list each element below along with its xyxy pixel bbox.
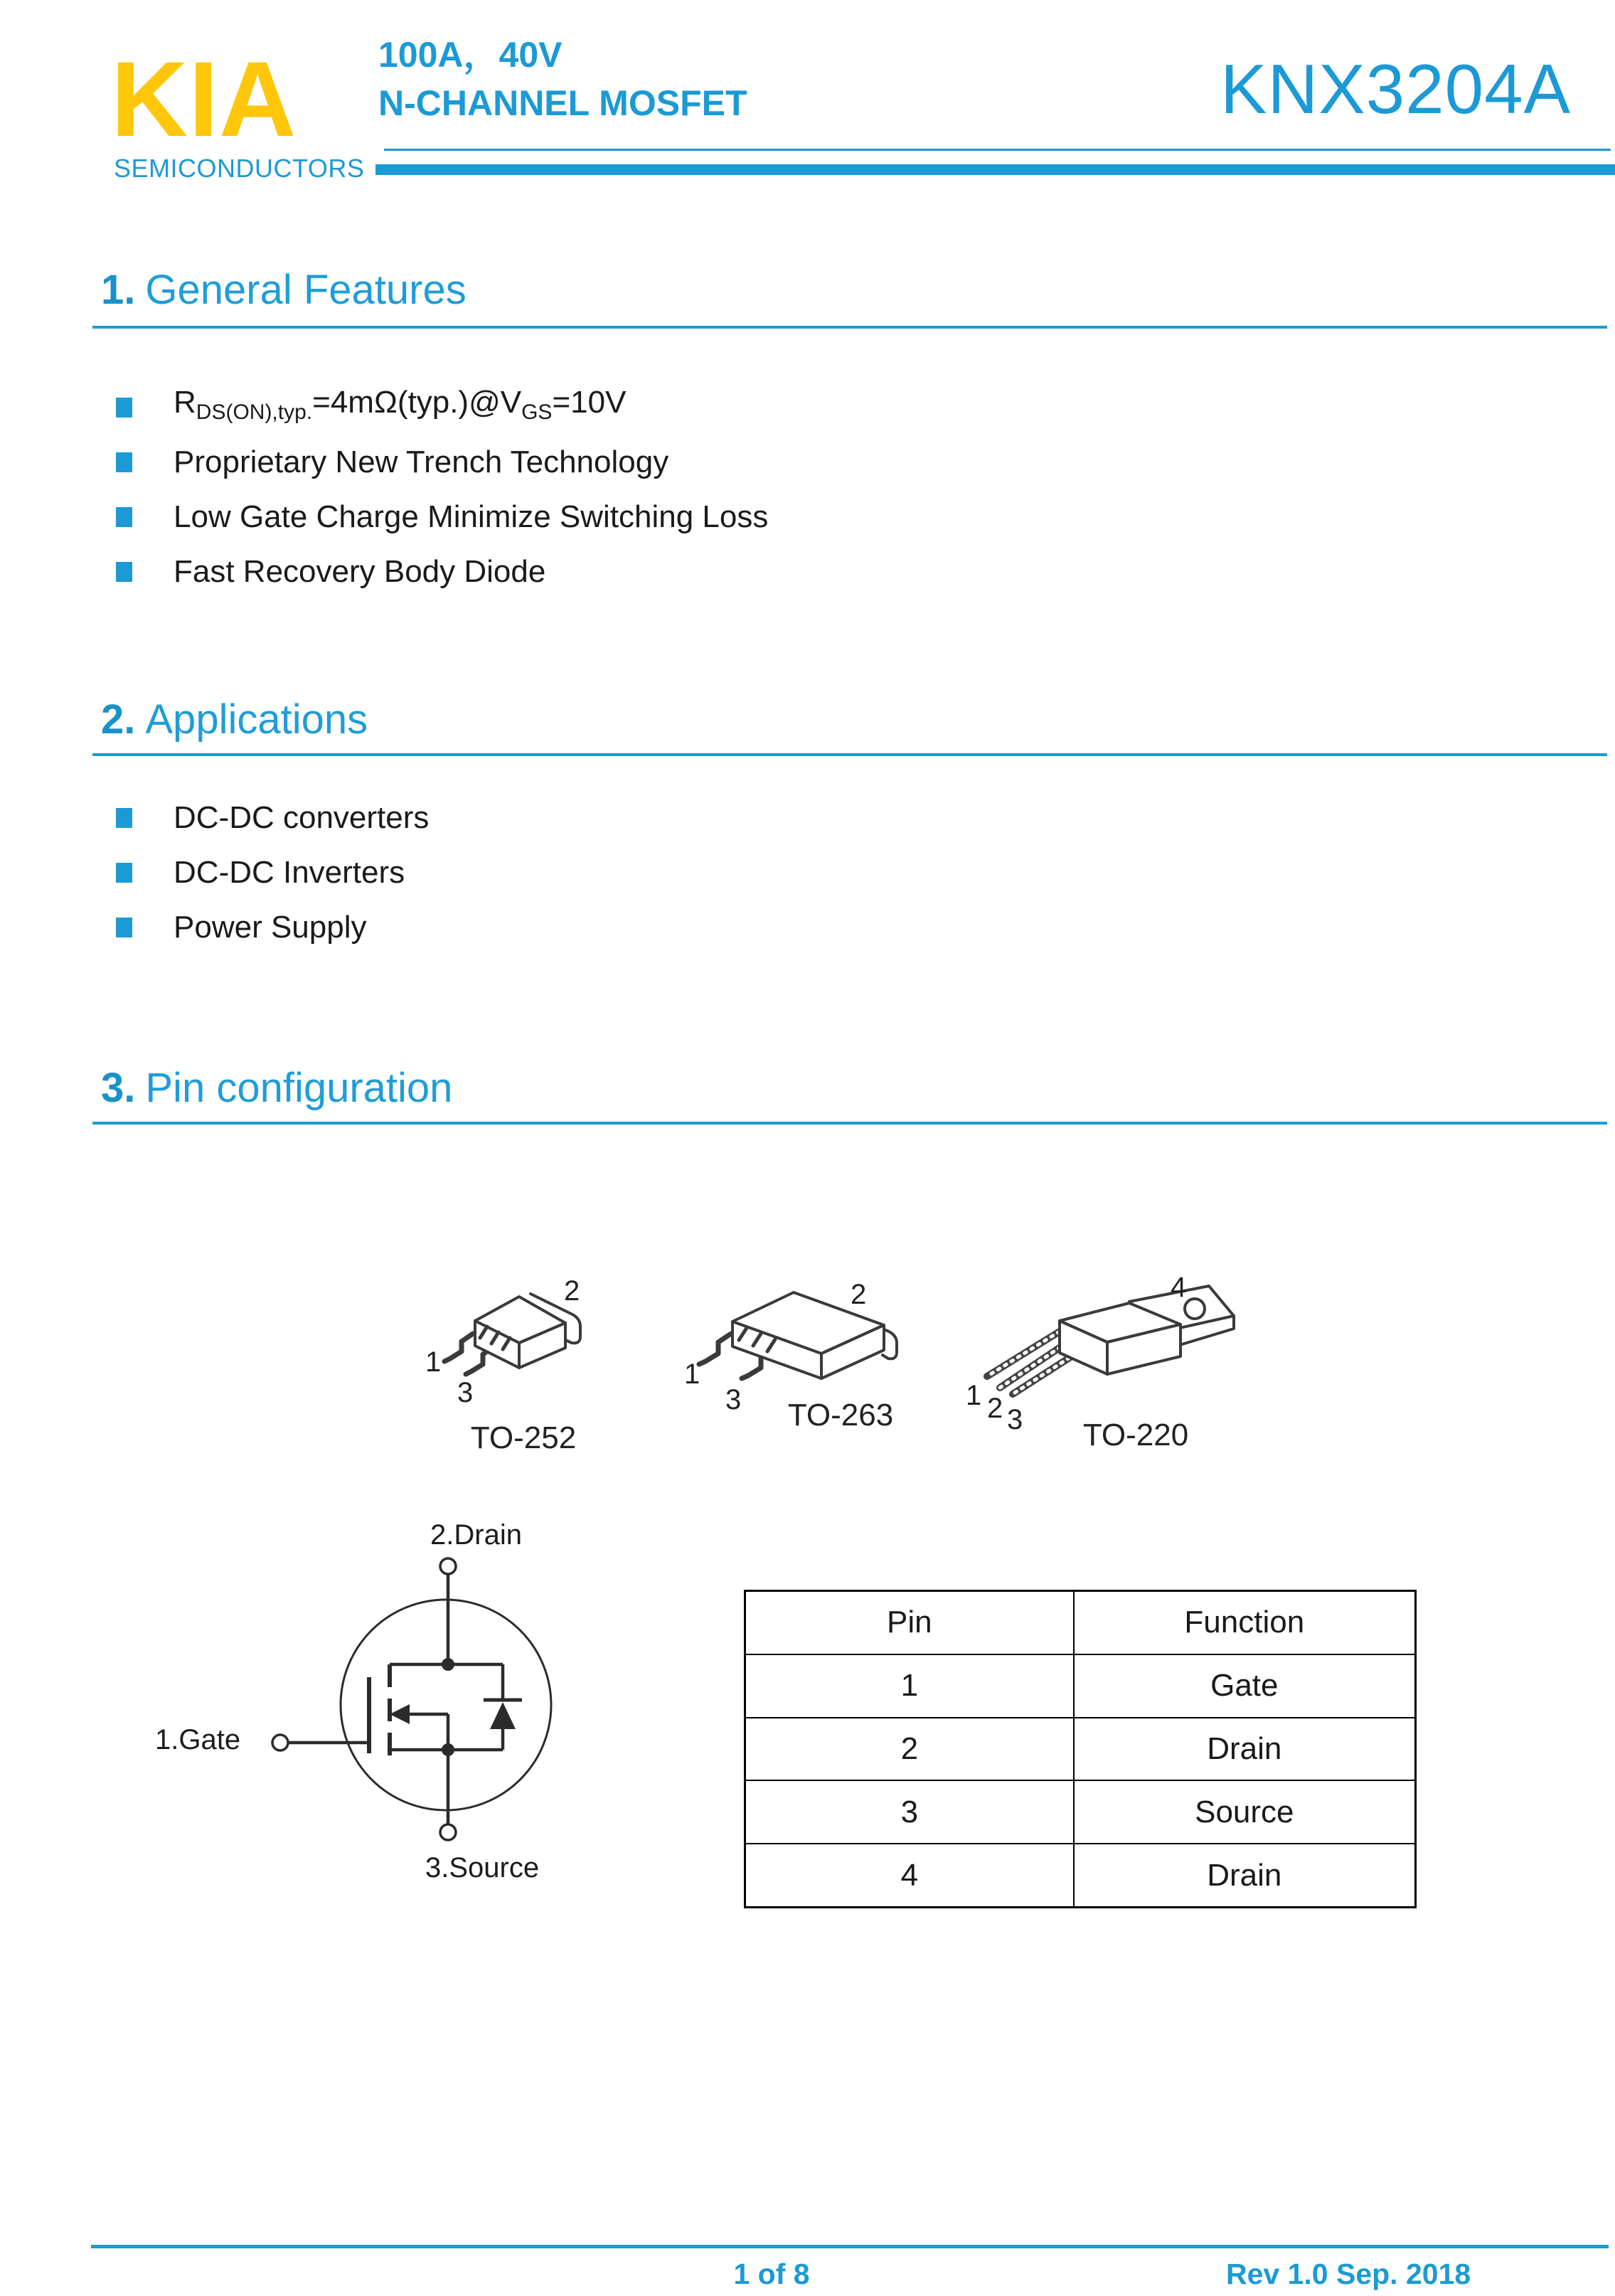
bullet-square-icon: [116, 562, 132, 582]
to263-pin2-label: 2: [851, 1279, 867, 1310]
bullet-square-icon: [116, 808, 132, 828]
section-rule: [92, 1122, 1607, 1125]
application-item: [116, 906, 366, 949]
table-cell-function: Gate: [1210, 1668, 1279, 1704]
pin-function-table: [744, 1590, 1417, 1908]
to220-pin2-label: 2: [987, 1393, 1003, 1424]
application-text: DC-DC Inverters: [174, 855, 405, 890]
to220-caption: TO-220: [1082, 1418, 1189, 1452]
section-applications-heading: [101, 697, 368, 743]
table-header-function: Function: [1184, 1605, 1305, 1640]
header-rule-thin: [384, 149, 1611, 151]
to263-pin3-label: 3: [725, 1384, 742, 1415]
bullet-square-icon: [116, 918, 132, 937]
section-title: Pin configuration: [145, 1065, 453, 1111]
symbol-source-label: 3.Source: [425, 1852, 540, 1883]
table-cell-pin: 1: [746, 1655, 1075, 1717]
table-header-row: [746, 1592, 1414, 1654]
to252-pin1-label: 1: [425, 1346, 442, 1378]
footer-revision: Rev 1.0 Sep. 2018: [1226, 2258, 1471, 2290]
bullet-square-icon: [116, 863, 132, 883]
application-item: [116, 797, 429, 839]
table-cell-function: Source: [1195, 1794, 1294, 1829]
to220-pin1-label: 1: [966, 1380, 982, 1411]
footer-page-number: 1 of 8: [733, 2258, 810, 2290]
feature-item: [116, 386, 626, 429]
section-pin-config-heading: [101, 1065, 452, 1111]
section-number: 3.: [101, 1065, 136, 1111]
header-rule-thick: [375, 164, 1615, 175]
feature-text: Fast Recovery Body Diode: [174, 554, 546, 589]
to252-pin2-label: 2: [564, 1275, 580, 1307]
footer-rule: [91, 2245, 1609, 2248]
table-row: [746, 1843, 1414, 1906]
section-rule: [92, 753, 1607, 756]
application-item: [116, 851, 405, 894]
to263-pin1-label: 1: [684, 1359, 700, 1390]
mosfet-symbol-drawing: [128, 1487, 597, 1885]
table-cell-function: Drain: [1207, 1731, 1282, 1766]
table-cell-function: Drain: [1207, 1857, 1282, 1893]
feature-text: Proprietary New Trench Technology: [174, 445, 669, 479]
table-row: [746, 1654, 1414, 1717]
table-cell-pin: 2: [746, 1718, 1075, 1780]
section-features-heading: [101, 267, 467, 313]
table-cell-pin: 4: [746, 1844, 1075, 1906]
feature-item: [116, 551, 545, 593]
bullet-square-icon: [116, 398, 132, 418]
to220-pin4-label: 4: [1171, 1272, 1187, 1303]
bullet-square-icon: [116, 507, 132, 527]
to252-caption: TO-252: [470, 1420, 577, 1455]
bullet-square-icon: [116, 452, 132, 472]
application-text: DC-DC converters: [174, 800, 430, 835]
feature-text: Low Gate Charge Minimize Switching Loss: [174, 499, 769, 534]
application-text: Power Supply: [174, 910, 367, 945]
feature-text: $R_{DS(ON),typ.}=4m\Omega(typ.)@V_{GS}=10V$: [174, 385, 627, 424]
symbol-drain-label: 2.Drain: [430, 1519, 522, 1551]
section-number: 2.: [101, 696, 136, 743]
symbol-gate-label: 1.Gate: [155, 1724, 241, 1755]
part-number: KNX3204A: [1220, 50, 1571, 128]
table-header-pin: Pin: [746, 1592, 1075, 1654]
feature-item: [116, 496, 768, 538]
header-rating: 100A，40V: [378, 35, 563, 75]
table-row: [746, 1780, 1414, 1843]
section-title: Applications: [145, 696, 368, 743]
table-row: [746, 1717, 1414, 1780]
to252-pin3-label: 3: [457, 1377, 474, 1408]
feature-item: [116, 441, 668, 484]
kia-logo: KIA: [111, 39, 297, 159]
table-cell-pin: 3: [746, 1781, 1075, 1843]
header-device-type: N-CHANNEL MOSFET: [378, 83, 747, 123]
logo-subtitle: SEMICONDUCTORS: [114, 154, 365, 183]
to220-pin3-label: 3: [1007, 1404, 1023, 1435]
to263-caption: TO-263: [787, 1398, 894, 1433]
section-title: General Features: [145, 267, 467, 313]
section-rule: [92, 326, 1607, 329]
section-number: 1.: [101, 267, 136, 313]
